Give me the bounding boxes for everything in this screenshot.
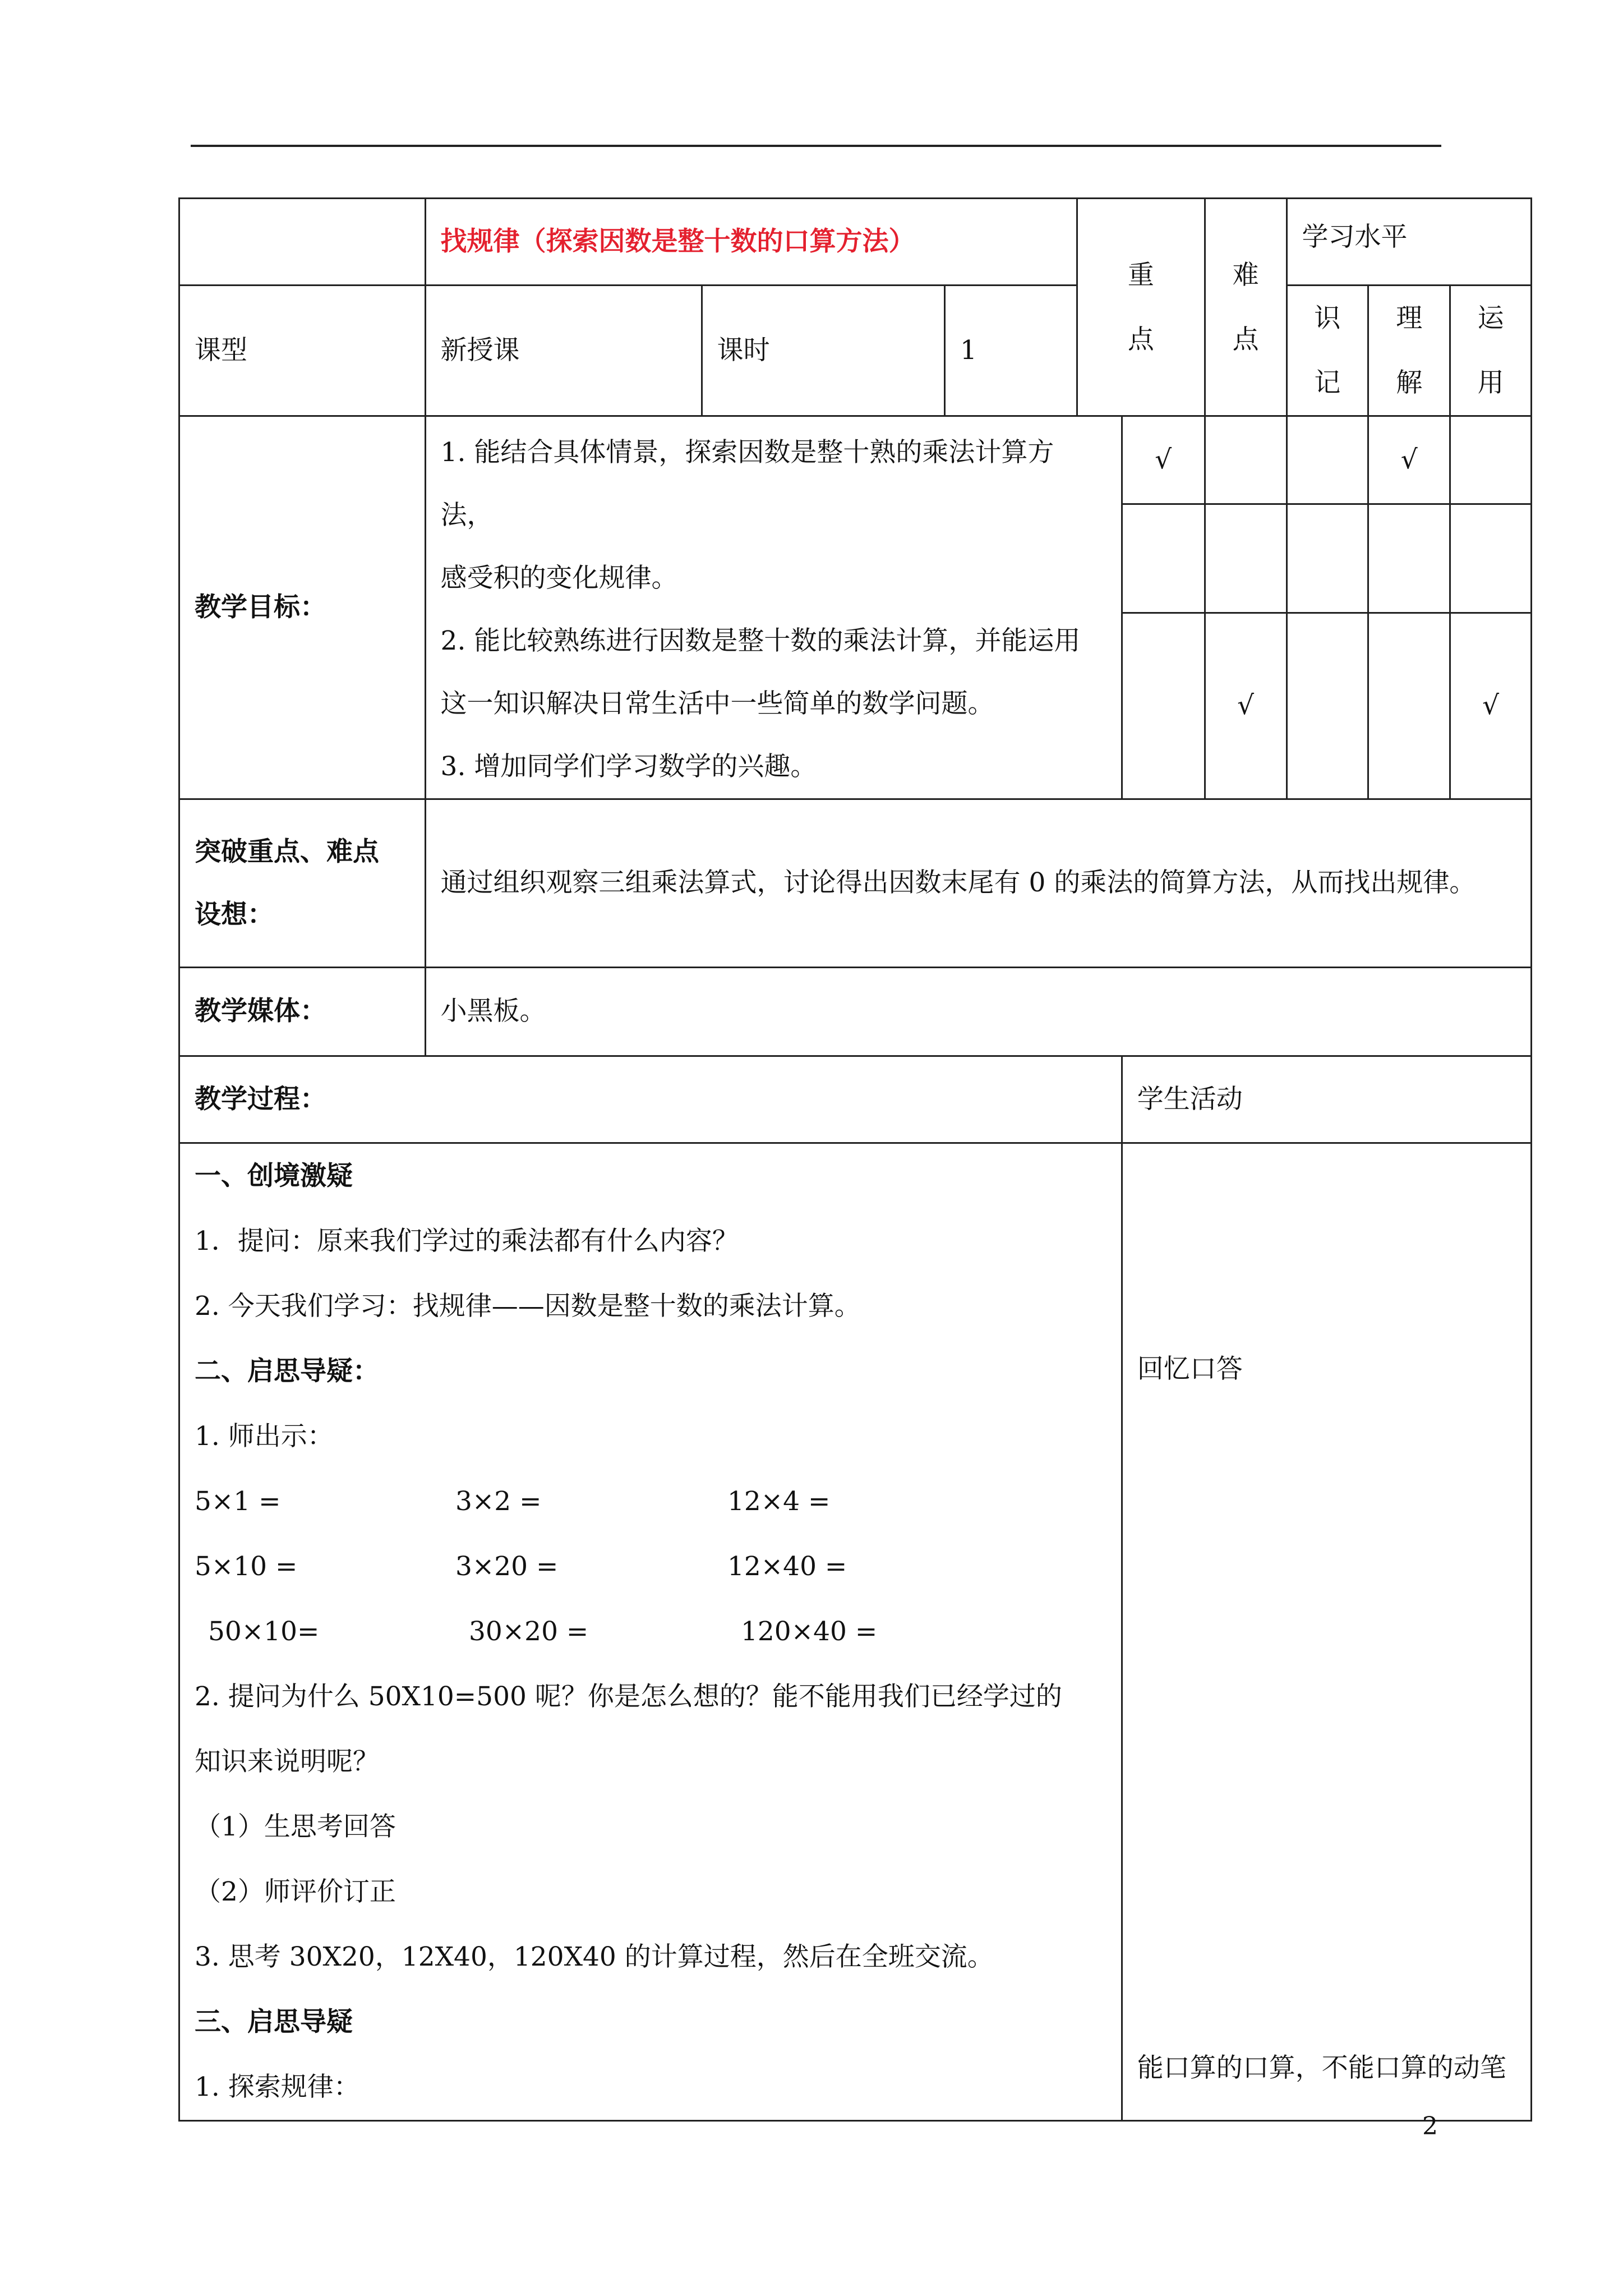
- lesson-plan-table: [178, 197, 1532, 2122]
- activity-note: 回忆口答: [1137, 1354, 1243, 1384]
- math-expression: 12×4 =: [727, 1486, 831, 1517]
- level-cell: [1122, 613, 1205, 799]
- process-label: 教学过程：: [179, 1056, 1122, 1143]
- objective-line: 2. 能比较熟练进行因数是整十数的乘法计算，并能运用: [440, 625, 1081, 656]
- level-cell: [1205, 504, 1287, 613]
- breakthrough-label: [179, 799, 426, 968]
- math-expression: 5×1 =: [195, 1486, 281, 1517]
- objective-line: 感受积的变化规律。: [440, 563, 678, 593]
- level-cell: [1450, 504, 1532, 613]
- media-label: 教学媒体：: [179, 968, 426, 1056]
- check-mark: √: [1368, 416, 1450, 504]
- activity-note: 能口算的口算，不能口算的动笔: [1137, 2053, 1506, 2083]
- lesson-title: 找规律（探索因数是整十数的口算方法）: [425, 199, 1077, 286]
- process-line: 3. 思考 30X20，12X40，120X40 的计算过程，然后在全班交流。: [195, 1941, 994, 1972]
- level-cell: [1368, 613, 1450, 799]
- level-cell: [1287, 416, 1368, 504]
- difficulty-header: 难 点: [1205, 199, 1287, 416]
- level-cell: [1450, 416, 1532, 504]
- process-line: 1. 探索规律：: [195, 2072, 360, 2102]
- course-type-label: 课型: [179, 286, 426, 416]
- check-mark: √: [1205, 613, 1287, 799]
- section-title: 二、启思导疑：: [195, 1356, 379, 1387]
- corner-cell: [179, 199, 426, 286]
- process-line: 知识来说明呢？: [195, 1746, 379, 1777]
- math-expression: 120×40 =: [741, 1616, 878, 1647]
- level-cell: [1368, 504, 1450, 613]
- check-mark: √: [1450, 613, 1532, 799]
- process-line: 2. 今天我们学习：找规律——因数是整十数的乘法计算。: [195, 1291, 861, 1322]
- math-expression: 12×40 =: [727, 1551, 847, 1582]
- breakthrough-label-line: 突破重点、难点: [195, 836, 379, 867]
- process-line: （2）师评价订正: [195, 1876, 396, 1907]
- objective-line: 1. 能结合具体情景，探索因数是整十熟的乘法计算方法，: [440, 437, 1054, 531]
- objectives-label: 教学目标：: [179, 416, 426, 799]
- media-text: 小黑板。: [425, 968, 1531, 1056]
- learning-level-header: 学习水平: [1287, 199, 1532, 286]
- period-label: 课时: [702, 286, 944, 416]
- objective-line: 这一知识解决日常生活中一些简单的数学问题。: [440, 688, 994, 719]
- math-expression: 3×2 =: [455, 1486, 542, 1517]
- math-expression: 3×20 =: [455, 1551, 559, 1582]
- section-title: 三、启思导疑: [195, 2007, 353, 2037]
- breakthrough-text: 通过组织观察三组乘法算式，讨论得出因数末尾有 0 的乘法的简算方法，从而找出规律。: [425, 799, 1531, 968]
- level-cell: [1287, 504, 1368, 613]
- process-content: [179, 1143, 1122, 2121]
- math-expression: 30×20 =: [469, 1616, 589, 1647]
- level-cell: [1122, 504, 1205, 613]
- process-line: 1. 师出示：: [195, 1421, 334, 1452]
- math-row: [195, 1599, 1106, 1664]
- recognize-header: 识 记: [1287, 286, 1368, 416]
- objective-line: 3. 增加同学们学习数学的兴趣。: [440, 751, 817, 782]
- breakthrough-label-line: 设想：: [195, 899, 274, 930]
- math-expression: 50×10=: [208, 1616, 320, 1647]
- understand-header: 理 解: [1368, 286, 1450, 416]
- process-line: （1）生思考回答: [195, 1811, 396, 1842]
- process-line: 2. 提问为什么 50X10=500 呢？你是怎么想的？能不能用我们已经学过的: [195, 1681, 1062, 1712]
- level-cell: [1205, 416, 1287, 504]
- level-cell: [1287, 613, 1368, 799]
- course-type-value: 新授课: [425, 286, 702, 416]
- activity-label: 学生活动: [1122, 1056, 1531, 1143]
- apply-header: 运 用: [1450, 286, 1532, 416]
- header-rule: [191, 145, 1441, 147]
- key-point-header: 重 点: [1077, 199, 1205, 416]
- process-line: 1．提问：原来我们学过的乘法都有什么内容？: [195, 1226, 739, 1257]
- page-number: 2: [1422, 2112, 1438, 2141]
- math-expression: 5×10 =: [195, 1551, 298, 1582]
- section-title: 一、创境激疑: [195, 1161, 353, 1191]
- activity-content: [1122, 1143, 1531, 2121]
- period-value: 1: [944, 286, 1077, 416]
- objectives-text: [425, 416, 1122, 799]
- math-row: [195, 1469, 1106, 1534]
- math-row: [195, 1534, 1106, 1599]
- check-mark: √: [1122, 416, 1205, 504]
